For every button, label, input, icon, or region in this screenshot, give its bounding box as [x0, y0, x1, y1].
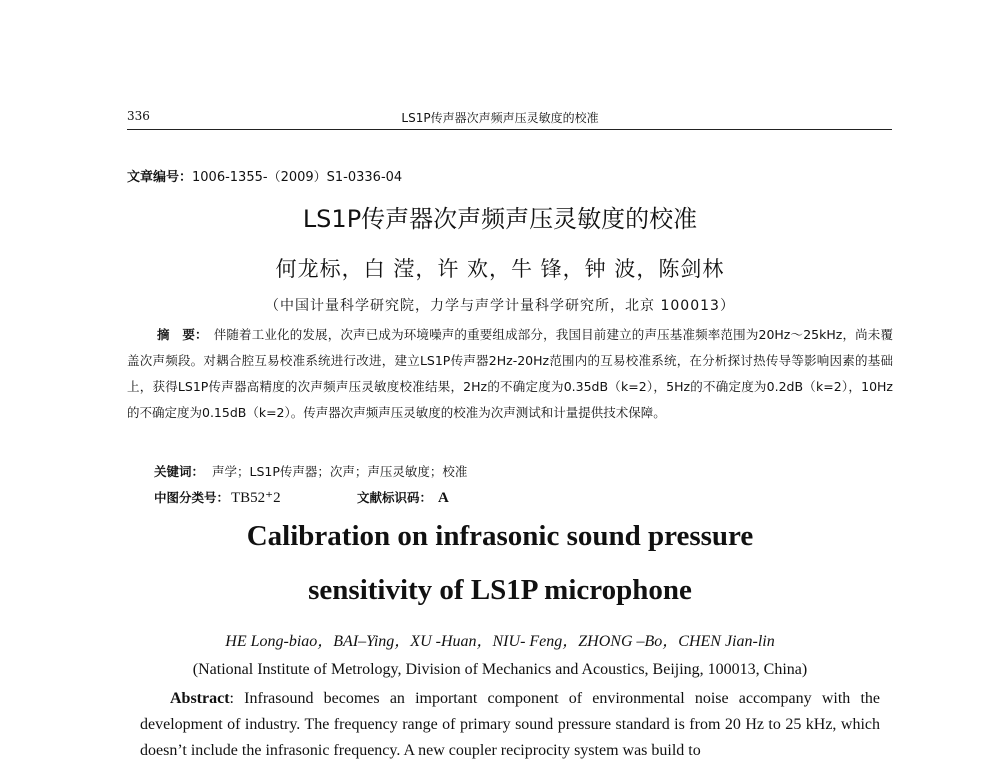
article-number-label: 文章编号：: [127, 170, 193, 185]
cn-doc-value: A: [438, 490, 449, 506]
cn-abstract: [127, 322, 893, 426]
cn-keywords-text: 声学；LS1P传声器；次声；声压灵敏度；校准: [212, 464, 468, 479]
running-title: LS1P传声器次声频声压灵敏度的校准: [401, 111, 599, 125]
cn-doc-label: 文献标识码：: [357, 490, 433, 505]
en-authors: HE Long-biao，BAI–Ying，XU -Huan，NIU- Feng，ZHONG –Bo，CHEN Jian-lin: [225, 633, 775, 650]
cn-authors: 何龙标，白 滢，许 欢，牛 锋，钟 波，陈剑林: [275, 257, 725, 281]
en-title-line2: sensitivity of LS1P microphone: [308, 574, 692, 606]
en-abstract: [140, 686, 880, 760]
article-number-value: 1006-1355-（2009）S1-0336-04: [192, 170, 403, 185]
cn-document-code: [357, 488, 449, 507]
article-number: [127, 166, 402, 185]
cn-title: LS1P传声器次声频声压灵敏度的校准: [302, 205, 698, 233]
cn-abstract-label: 摘 要：: [157, 327, 208, 342]
page-number: 336: [127, 109, 150, 123]
cn-keywords: [154, 462, 467, 480]
en-title-line1: Calibration on infrasonic sound pressure: [246, 520, 754, 552]
cn-keywords-label: 关键词：: [154, 464, 205, 479]
cn-abstract-text: 伴随着工业化的发展，次声已成为环境噪声的重要组成部分，我国目前建立的声压基准频率范围为20Hz～25kHz，尚未覆盖次声频段。对耦合腔互易校准系统进行改进，建立LS1P传声器2Hz-20Hz范围内的互易校准系统，在分析探讨热传导等影响因素的基础上，获得LS1P传声器高精度的次声频声压灵敏度校准结果，2Hz的不确定度为0.35dB（k=2），5Hz的不确定度为0.2dB（k=2），10Hz的不确定度为0.15dB（k=2）。传声器次声频声压灵敏度的校准为次声测试和计量提供技术保障。: [127, 327, 893, 420]
cn-clc-label: 中图分类号：: [154, 490, 230, 505]
cn-clc-value: TB52⁺2: [231, 490, 281, 506]
cn-affiliation: （中国计量科学研究院，力学与声学计量科学研究所，北京 100013）: [265, 298, 735, 314]
cn-classification: [154, 488, 281, 507]
en-affiliation: (National Institute of Metrology, Division of Mechanics and Acoustics, Beijing, 100013, China): [192, 661, 808, 678]
en-abstract-text: : Infrasound becomes an important component of environmental noise accompany with the development of industry. The frequency range of primary sound pressure standard is from 20 Hz to 25 kHz, which doesn’t include the infrasonic frequency. A new coupler reciprocity system was build to: [140, 690, 880, 759]
header-divider: [127, 129, 892, 130]
en-abstract-label: Abstract: [170, 690, 230, 707]
